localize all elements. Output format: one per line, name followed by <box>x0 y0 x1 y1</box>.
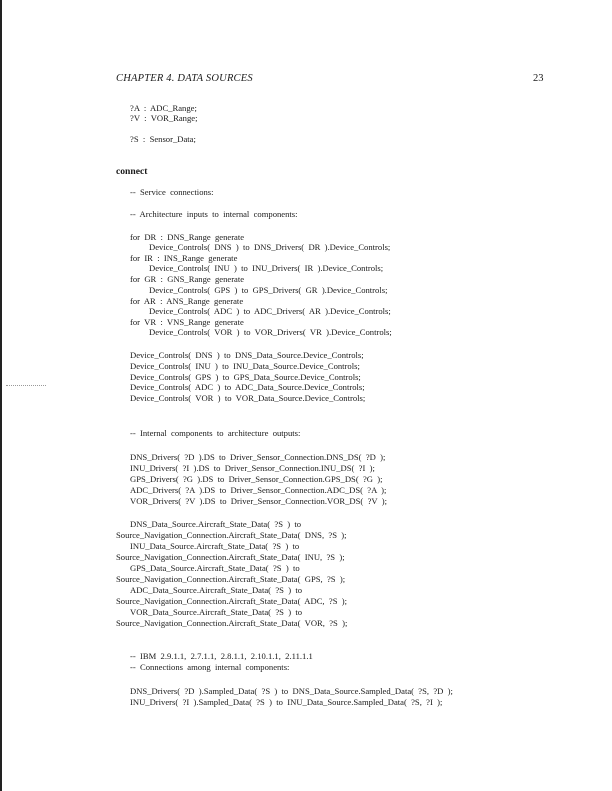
code-line: ADC_Data_Source.Aircraft_State_Data( ?S ) to <box>130 585 303 595</box>
code-line: INU_Drivers( ?I ).DS to Driver_Sensor_Connection.INU_DS( ?I ); <box>130 463 375 473</box>
code-line: ?A : ADC_Range; <box>130 103 197 113</box>
chapter-header: CHAPTER 4. DATA SOURCES <box>116 73 253 84</box>
code-line: DNS_Drivers( ?D ).DS to Driver_Sensor_Connection.DNS_DS( ?D ); <box>130 452 386 462</box>
code-line: Device_Controls( DNS ) to DNS_Data_Source.Device_Controls; <box>130 350 364 360</box>
code-line: for IR : INS_Range generate <box>130 253 238 263</box>
comment-line: -- Connections among internal components: <box>130 662 290 672</box>
page-left-edge <box>0 0 2 791</box>
code-line: Device_Controls( VOR ) to VOR_Drivers( VR ).Device_Controls; <box>149 327 392 337</box>
code-line: VOR_Drivers( ?V ).DS to Driver_Sensor_Connection.VOR_DS( ?V ); <box>130 496 387 506</box>
code-line: ?S : Sensor_Data; <box>130 134 196 144</box>
code-line: INU_Data_Source.Aircraft_State_Data( ?S ) to <box>130 541 300 551</box>
code-line: for AR : ANS_Range generate <box>130 296 244 306</box>
code-line: for DR : DNS_Range generate <box>130 232 245 242</box>
code-line: Device_Controls( INU ) to INU_Drivers( IR ).Device_Controls; <box>149 263 384 273</box>
code-line: Device_Controls( ADC ) to ADC_Drivers( AR ).Device_Controls; <box>149 306 391 316</box>
code-line: Source_Navigation_Connection.Aircraft_State_Data( ADC, ?S ); <box>116 596 348 606</box>
code-line: Device_Controls( VOR ) to VOR_Data_Source.Device_Controls; <box>130 393 366 403</box>
comment-line: -- Architecture inputs to internal components: <box>130 209 298 219</box>
connect-keyword: connect <box>116 166 148 177</box>
comment-line: -- Internal components to architecture outputs: <box>130 428 301 438</box>
code-line: Device_Controls( INU ) to INU_Data_Source.Device_Controls; <box>130 361 360 371</box>
code-line: Device_Controls( DNS ) to DNS_Drivers( DR ).Device_Controls; <box>149 242 391 252</box>
page-number: 23 <box>533 73 544 84</box>
code-line: GPS_Drivers( ?G ).DS to Driver_Sensor_Connection.GPS_DS( ?G ); <box>130 474 383 484</box>
code-line: DNS_Data_Source.Aircraft_State_Data( ?S ) to <box>130 519 302 529</box>
comment-line: -- IBM 2.9.1.1, 2.7.1.1, 2.8.1.1, 2.10.1.1, 2.11.1.1 <box>130 651 313 661</box>
code-line: ?V : VOR_Range; <box>130 113 198 123</box>
code-line: GPS_Data_Source.Aircraft_State_Data( ?S ) to <box>130 563 300 573</box>
code-line: Source_Navigation_Connection.Aircraft_State_Data( DNS, ?S ); <box>116 530 347 540</box>
code-line: ADC_Drivers( ?A ).DS to Driver_Sensor_Connection.ADC_DS( ?A ); <box>130 485 387 495</box>
comment-line: -- Service connections: <box>130 187 214 197</box>
code-line: Device_Controls( ADC ) to ADC_Data_Source.Device_Controls; <box>130 382 365 392</box>
code-line: VOR_Data_Source.Aircraft_State_Data( ?S ) to <box>130 607 303 617</box>
code-line: Source_Navigation_Connection.Aircraft_State_Data( INU, ?S ); <box>116 552 345 562</box>
code-line: DNS_Drivers( ?D ).Sampled_Data( ?S ) to DNS_Data_Source.Sampled_Data( ?S, ?D ); <box>130 686 453 696</box>
code-line: for GR : GNS_Range generate <box>130 274 245 284</box>
code-line: INU_Drivers( ?I ).Sampled_Data( ?S ) to INU_Data_Source.Sampled_Data( ?S, ?I ); <box>130 697 443 707</box>
code-line: Source_Navigation_Connection.Aircraft_State_Data( VOR, ?S ); <box>116 618 348 628</box>
code-line: for VR : VNS_Range generate <box>130 317 244 327</box>
code-line: Device_Controls( GPS ) to GPS_Drivers( GR ).Device_Controls; <box>149 285 388 295</box>
code-line: Source_Navigation_Connection.Aircraft_State_Data( GPS, ?S ); <box>116 574 346 584</box>
scan-mark <box>6 385 46 388</box>
code-line: Device_Controls( GPS ) to GPS_Data_Source.Device_Controls; <box>130 372 361 382</box>
